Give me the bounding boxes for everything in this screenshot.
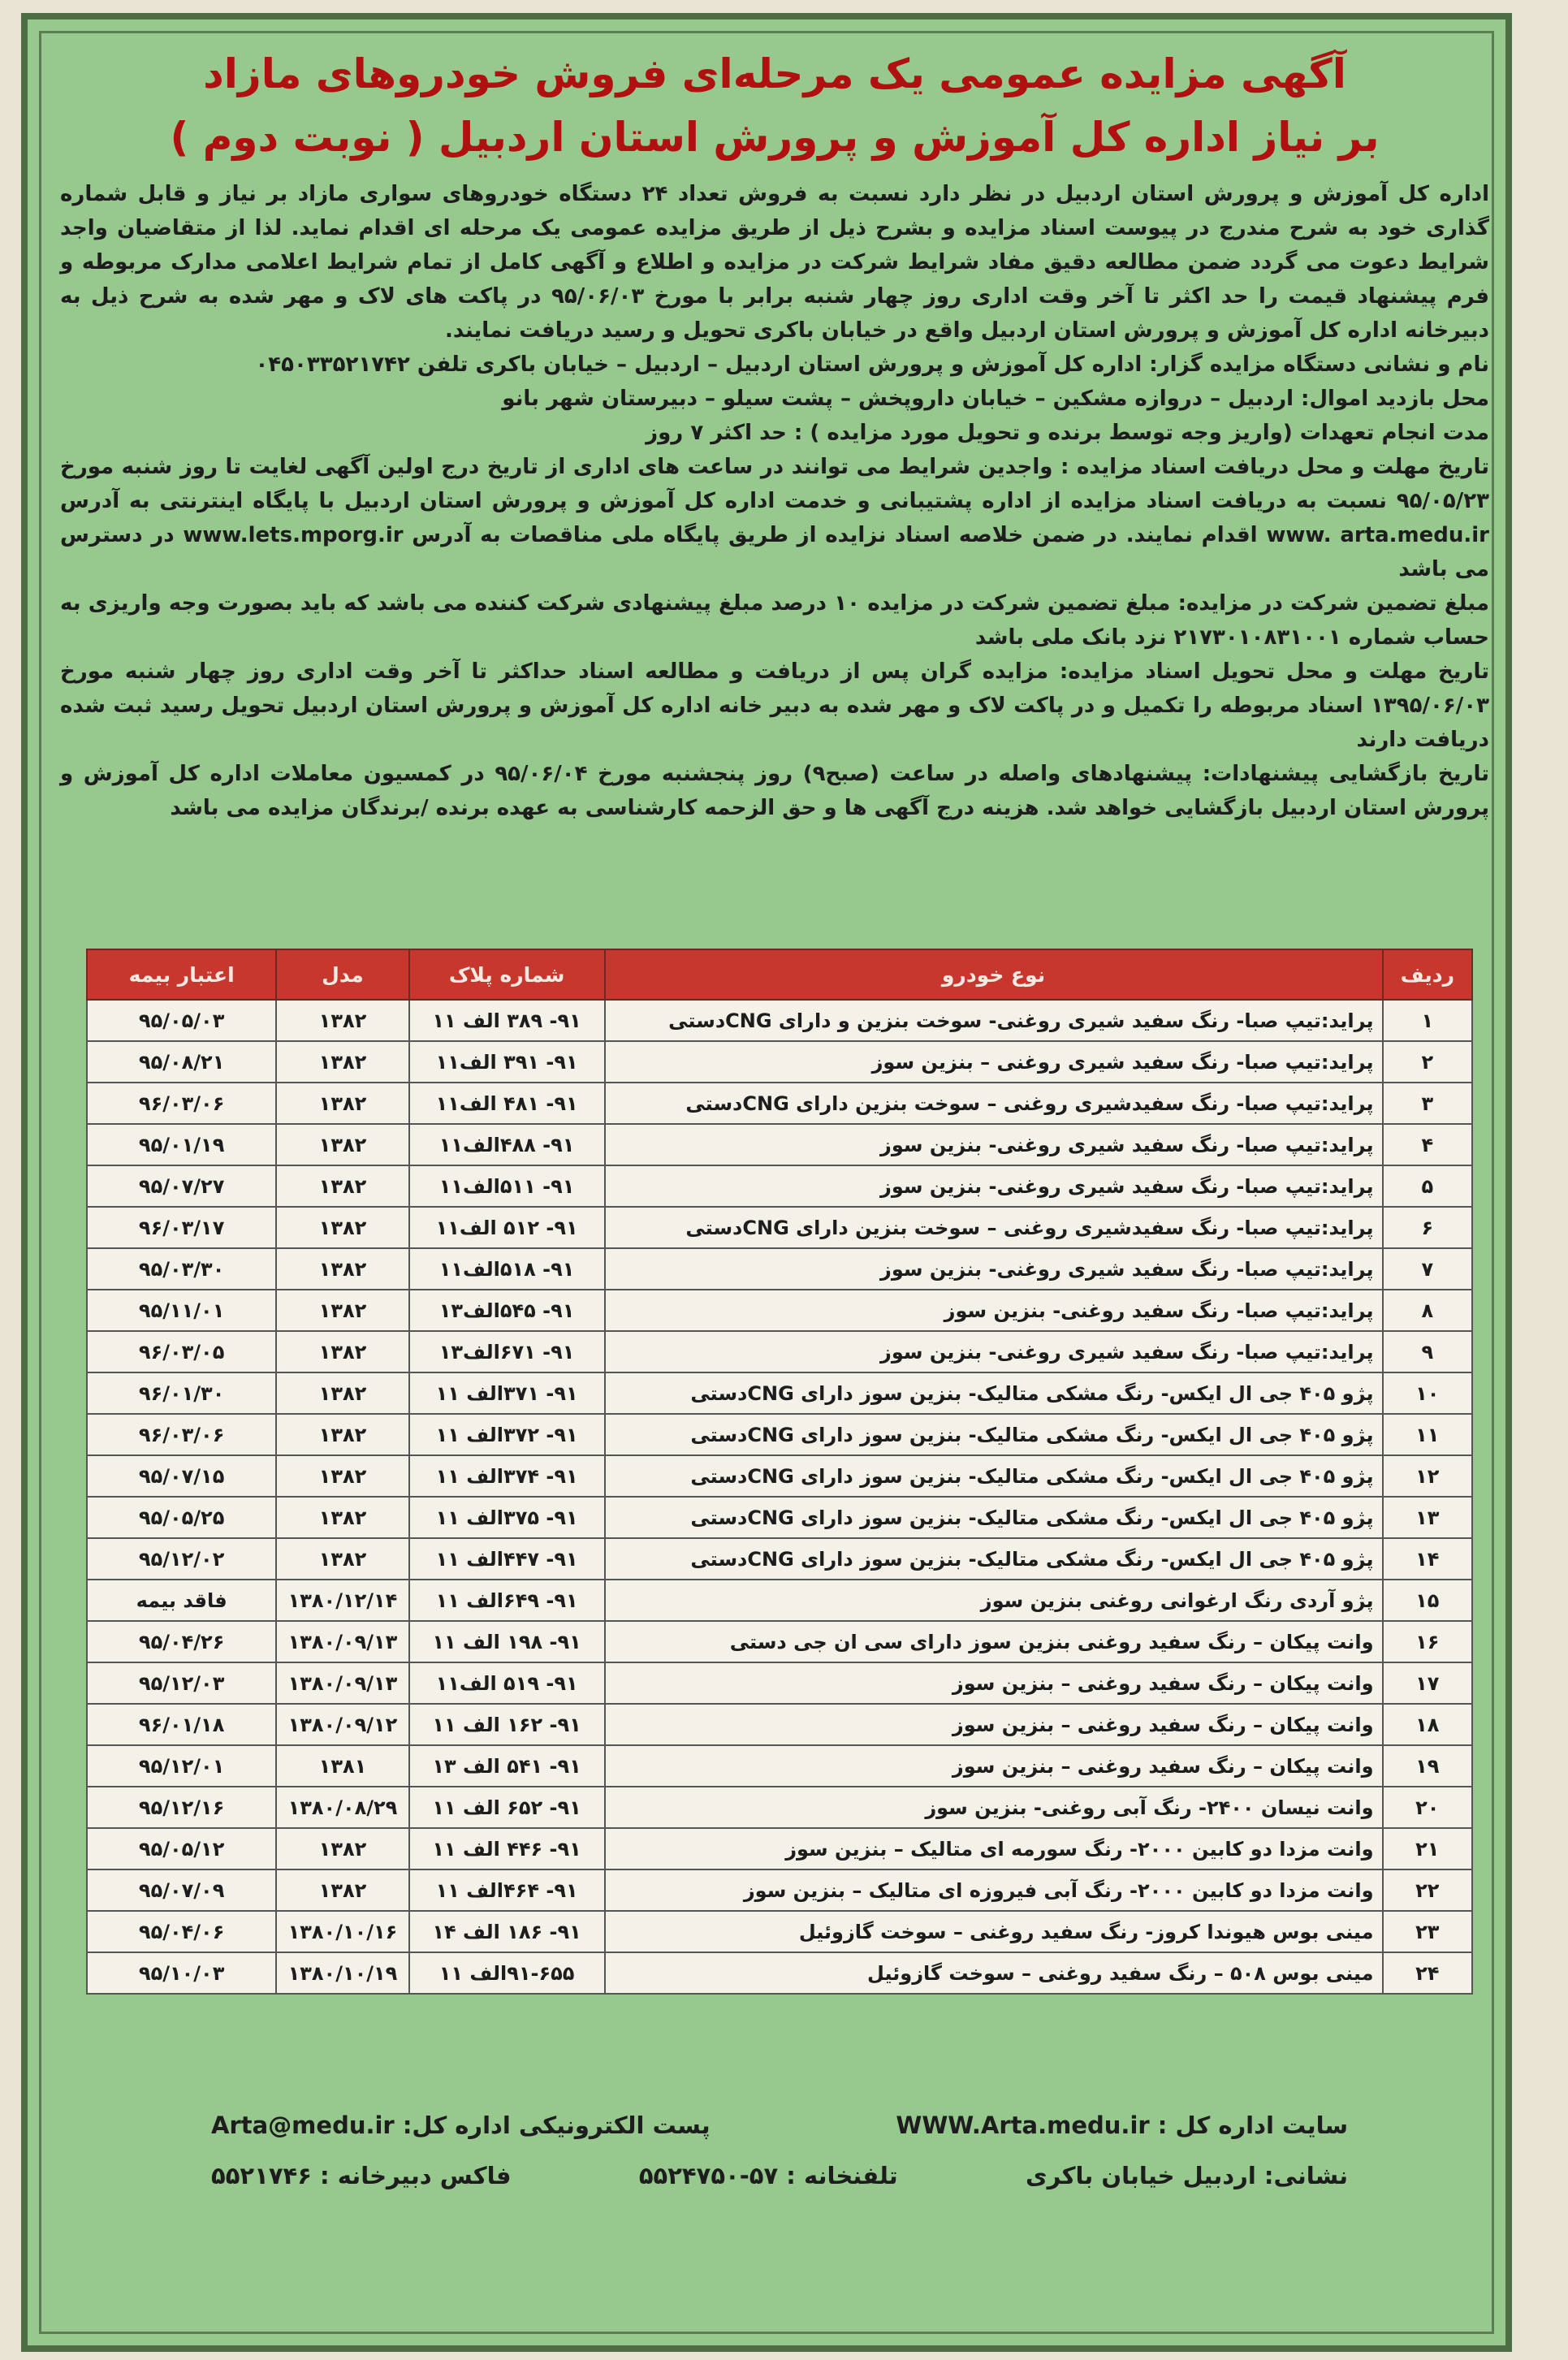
cell-model-year: ۱۳۸۲ (276, 1207, 408, 1248)
cell-model-year: ۱۳۸۰/۱۲/۱۴ (276, 1580, 408, 1621)
table-row (87, 1580, 1472, 1621)
cell-plate-number: ۹۱- ۵۴۵الف۱۳ (409, 1290, 605, 1331)
table-row (87, 1331, 1472, 1372)
cell-plate-number: ۹۱- ۶۵۲ الف ۱۱ (409, 1787, 605, 1828)
cell-vehicle-type: پراید:تیپ صبا- رنگ سفید شیری روغنی- بنزین سوز (605, 1248, 1383, 1290)
table-row (87, 1538, 1472, 1580)
cell-model-year: ۱۳۸۰/۰۸/۲۹ (276, 1787, 408, 1828)
cell-vehicle-type: پراید:تیپ صبا- رنگ سفید روغنی- بنزین سوز (605, 1290, 1383, 1331)
cell-row-number: ۲ (1383, 1041, 1472, 1083)
cell-vehicle-type: پژو ۴۰۵ جی ال ایکس- رنگ مشکی متالیک- بنزین سوز دارای CNGدستی (605, 1372, 1383, 1414)
intro-paragraph-1: اداره کل آموزش و پرورش استان اردبیل در نظر دارد نسبت به فروش تعداد ۲۴ دستگاه خودروهای سواری مازاد بر نیاز و قابل شماره گذاری خود به شرح مندرج در پیوست اسناد مزایده و بشرح ذیل از طریق مزایده عمومی یک مرحله ای اقدام نماید. لذا از متقاضیان واجد شرایط دعوت می گردد ضمن مطالعه دقیق مفاد شرایط شرکت در مزایده و اطلاع و آگهی کامل از تمام شرایط اعلامی مدارک مربوطه و فرم پیشنهاد قیمت را حد اکثر تا آخر وقت اداری روز چهار شنبه برابر با مورخ ۹۵/۰۶/۰۳ در پاکت های لاک و مهر شده به شرح ذیل به دبیرخانه اداره کل آموزش و پرورش استان اردبیل واقع در خیابان باکری تحویل و رسید دریافت نمایند. (60, 182, 1489, 343)
cell-insurance-validity: ۹۵/۰۵/۱۲ (87, 1828, 276, 1869)
cell-model-year: ۱۳۸۲ (276, 1000, 408, 1041)
cell-model-year: ۱۳۸۰/۱۰/۱۶ (276, 1911, 408, 1952)
cell-vehicle-type: پژو ۴۰۵ جی ال ایکس- رنگ مشکی متالیک- بنزین سوز دارای CNGدستی (605, 1414, 1383, 1455)
cell-model-year: ۱۳۸۲ (276, 1828, 408, 1869)
cell-model-year: ۱۳۸۰/۰۹/۱۳ (276, 1621, 408, 1662)
table-row (87, 1745, 1472, 1787)
cell-vehicle-type: وانت مزدا دو کابین ۲۰۰۰- رنگ سورمه ای متالیک – بنزین سوز (605, 1828, 1383, 1869)
cell-vehicle-type: وانت پیکان – رنگ سفید روغنی – بنزین سوز (605, 1704, 1383, 1745)
table-row (87, 1083, 1472, 1124)
table-row (87, 1041, 1472, 1083)
table-row (87, 1911, 1472, 1952)
cell-model-year: ۱۳۸۲ (276, 1290, 408, 1331)
cell-row-number: ۱۱ (1383, 1414, 1472, 1455)
cell-vehicle-type: وانت نیسان ۲۴۰۰- رنگ آبی روغنی- بنزین سوز (605, 1787, 1383, 1828)
intro-paragraph-2: نام و نشانی دستگاه مزایده گزار: اداره کل آموزش و پرورش استان اردبیل – اردبیل – خیابان باکری تلفن ۰۴۵۰۳۳۵۲۱۷۴۲ (255, 352, 1489, 377)
footer-fax: فاکس دبیرخانه : ۵۵۲۱۷۴۶ (211, 2162, 512, 2189)
cell-plate-number: ۹۱- ۵۴۱ الف ۱۳ (409, 1745, 605, 1787)
cell-row-number: ۲۴ (1383, 1952, 1472, 1994)
cell-row-number: ۱ (1383, 1000, 1472, 1041)
table-row (87, 1497, 1472, 1538)
table-header-row (87, 949, 1472, 1000)
cell-plate-number: ۹۱- ۳۷۵الف ۱۱ (409, 1497, 605, 1538)
cell-row-number: ۱۲ (1383, 1455, 1472, 1497)
cell-vehicle-type: پراید:تیپ صبا- رنگ سفید شیری روغنی- بنزین سوز (605, 1165, 1383, 1207)
cell-row-number: ۱۵ (1383, 1580, 1472, 1621)
cell-plate-number: ۹۱- ۶۷۱الف۱۳ (409, 1331, 605, 1372)
cell-insurance-validity: ۹۵/۰۷/۰۹ (87, 1869, 276, 1911)
cell-insurance-validity: ۹۵/۱۰/۰۳ (87, 1952, 276, 1994)
cell-row-number: ۱۷ (1383, 1662, 1472, 1704)
ad-content (60, 42, 1489, 825)
cell-insurance-validity: ۹۶/۰۱/۱۸ (87, 1704, 276, 1745)
cell-vehicle-type: مینی بوس هیوندا کروز- رنگ سفید روغنی – سوخت گازوئیل (605, 1911, 1383, 1952)
header-model: مدل (276, 949, 408, 1000)
footer-website: سایت اداره کل : WWW.Arta.medu.ir (896, 2111, 1348, 2139)
cell-row-number: ۱۰ (1383, 1372, 1472, 1414)
cell-model-year: ۱۳۸۲ (276, 1083, 408, 1124)
title-line-2: بر نیاز اداره کل آموزش و پرورش استان اردبیل ( نوبت دوم ) (170, 114, 1380, 161)
cell-insurance-validity: ۹۵/۱۲/۰۳ (87, 1662, 276, 1704)
table-row (87, 1621, 1472, 1662)
table-row (87, 1662, 1472, 1704)
cell-row-number: ۲۲ (1383, 1869, 1472, 1911)
intro-paragraph-5: تاریخ مهلت و محل دریافت اسناد مزایده : واجدین شرایط می توانند در ساعت های اداری از تاریخ درج اولین آگهی لغایت تا روز شنبه مورخ ۹۵/۰۵/۲۳ نسبت به دریافت اسناد مزایده از اداره پشتیبانی و خدمت اداره کل آموزش و پرورش استان اردبیل با پایگاه اینترنتی به آدرس www. arta.medu.ir اقدام نمایند. در ضمن خلاصه اسناد نزایده از طریق پایگاه ملی مناقصات به آدرس www.lets.mporg.ir در دسترس می باشد (60, 455, 1490, 581)
cell-row-number: ۹ (1383, 1331, 1472, 1372)
cell-row-number: ۱۸ (1383, 1704, 1472, 1745)
cell-plate-number: ۹۱- ۳۷۴الف ۱۱ (409, 1455, 605, 1497)
table-row (87, 1869, 1472, 1911)
cell-insurance-validity: ۹۶/۰۳/۰۶ (87, 1083, 276, 1124)
cell-vehicle-type: وانت پیکان – رنگ سفید روغنی – بنزین سوز (605, 1745, 1383, 1787)
cell-model-year: ۱۳۸۲ (276, 1124, 408, 1165)
cell-row-number: ۲۰ (1383, 1787, 1472, 1828)
cell-plate-number: ۹۱- ۳۷۱الف ۱۱ (409, 1372, 605, 1414)
intro-paragraph-3: محل بازدید اموال: اردبیل – دروازه مشکین – خیابان داروپخش – پشت سیلو – دبیرستان شهر بانو (502, 387, 1489, 411)
cell-vehicle-type: وانت پیکان – رنگ سفید روغنی – بنزین سوز (605, 1662, 1383, 1704)
cell-vehicle-type: پراید:تیپ صبا- رنگ سفید شیری روغنی- بنزین سوز (605, 1331, 1383, 1372)
cell-insurance-validity: ۹۵/۰۵/۰۳ (87, 1000, 276, 1041)
cell-row-number: ۷ (1383, 1248, 1472, 1290)
cell-vehicle-type: پژو ۴۰۵ جی ال ایکس- رنگ مشکی متالیک- بنزین سوز دارای CNGدستی (605, 1497, 1383, 1538)
table-row (87, 1165, 1472, 1207)
table-row (87, 1414, 1472, 1455)
cell-plate-number: ۹۱- ۳۸۹ الف ۱۱ (409, 1000, 605, 1041)
footer-phone: تلفنخانه : ۵۷-۵۵۲۴۷۵۰ (638, 2162, 898, 2189)
cell-row-number: ۱۳ (1383, 1497, 1472, 1538)
cell-insurance-validity: ۹۶/۰۳/۰۵ (87, 1331, 276, 1372)
cell-vehicle-type: وانت مزدا دو کابین ۲۰۰۰- رنگ آبی فیروزه ای متالیک – بنزین سوز (605, 1869, 1383, 1911)
cell-insurance-validity: ۹۵/۰۷/۲۷ (87, 1165, 276, 1207)
footer-address: نشانی: اردبیل خیابان باکری (1026, 2162, 1348, 2189)
cell-model-year: ۱۳۸۲ (276, 1455, 408, 1497)
cell-row-number: ۱۶ (1383, 1621, 1472, 1662)
cell-model-year: ۱۳۸۲ (276, 1041, 408, 1083)
cell-model-year: ۱۳۸۲ (276, 1372, 408, 1414)
cell-insurance-validity: ۹۵/۰۴/۲۶ (87, 1621, 276, 1662)
cell-model-year: ۱۳۸۲ (276, 1248, 408, 1290)
cell-model-year: ۱۳۸۰/۰۹/۱۲ (276, 1704, 408, 1745)
cell-model-year: ۱۳۸۲ (276, 1497, 408, 1538)
cell-model-year: ۱۳۸۲ (276, 1331, 408, 1372)
cell-model-year: ۱۳۸۰/۱۰/۱۹ (276, 1952, 408, 1994)
table-row (87, 1000, 1472, 1041)
table-row (87, 1704, 1472, 1745)
cell-vehicle-type: پراید:تیپ صبا- رنگ سفیدشیری روغنی – سوخت بنزین دارای CNGدستی (605, 1083, 1383, 1124)
table-row (87, 1455, 1472, 1497)
cell-vehicle-type: پژو ۴۰۵ جی ال ایکس- رنگ مشکی متالیک- بنزین سوز دارای CNGدستی (605, 1538, 1383, 1580)
cell-plate-number: ۹۱- ۱۸۶ الف ۱۴ (409, 1911, 605, 1952)
cell-model-year: ۱۳۸۲ (276, 1414, 408, 1455)
cell-plate-number: ۹۱- ۶۴۹الف ۱۱ (409, 1580, 605, 1621)
intro-paragraph-8: تاریخ بازگشایی پیشنهادات: پیشنهادهای واصله در ساعت (صبح۹) روز پنجشنبه مورخ ۹۵/۰۶/۰۴ در کمسیون معاملات اداره کل آموزش و پرورش استان اردبیل بازگشایی خواهد شد. هزینه درج آگهی ها و حق الزحمه کارشناسی به عهده برنده /برندگان مزایده می باشد (60, 762, 1490, 820)
cell-row-number: ۲۳ (1383, 1911, 1472, 1952)
cell-insurance-validity: ۹۵/۰۱/۱۹ (87, 1124, 276, 1165)
cell-model-year: ۱۳۸۲ (276, 1538, 408, 1580)
cell-plate-number: ۹۱- ۵۱۲ الف۱۱ (409, 1207, 605, 1248)
cell-row-number: ۴ (1383, 1124, 1472, 1165)
footer (211, 2111, 1348, 2212)
table-row (87, 1124, 1472, 1165)
cell-model-year: ۱۳۸۲ (276, 1869, 408, 1911)
cell-row-number: ۵ (1383, 1165, 1472, 1207)
footer-email: پست الکترونیکی اداره کل: Arta@medu.ir (211, 2111, 711, 2139)
cell-insurance-validity: ۹۵/۰۳/۳۰ (87, 1248, 276, 1290)
cell-plate-number: ۹۱- ۳۷۲الف ۱۱ (409, 1414, 605, 1455)
intro-text (60, 177, 1489, 825)
intro-paragraph-4: مدت انجام تعهدات (واریز وجه توسط برنده و تحویل مورد مزایده ) : حد اکثر ۷ روز (646, 421, 1489, 445)
cell-row-number: ۶ (1383, 1207, 1472, 1248)
cell-plate-number: ۹۱- ۴۴۶ الف ۱۱ (409, 1828, 605, 1869)
cell-insurance-validity: ۹۶/۰۱/۳۰ (87, 1372, 276, 1414)
cell-insurance-validity: ۹۵/۱۲/۱۶ (87, 1787, 276, 1828)
cell-insurance-validity: ۹۵/۱۲/۰۱ (87, 1745, 276, 1787)
cell-vehicle-type: مینی بوس ۵۰۸ – رنگ سفید روغنی – سوخت گازوئیل (605, 1952, 1383, 1994)
cell-row-number: ۳ (1383, 1083, 1472, 1124)
cell-insurance-validity: ۹۶/۰۳/۰۶ (87, 1414, 276, 1455)
cell-model-year: ۱۳۸۲ (276, 1165, 408, 1207)
cell-plate-number: ۹۱- ۴۸۱ الف۱۱ (409, 1083, 605, 1124)
cell-insurance-validity: ۹۵/۰۷/۱۵ (87, 1455, 276, 1497)
intro-paragraph-7: تاریخ مهلت و محل تحویل اسناد مزایده: مزایده گران پس از دریافت و مطالعه اسناد حداکثر تا آخر وقت اداری روز چهار شنبه مورخ ۱۳۹۵/۰۶/۰۳ اسناد مربوطه را تکمیل و در پاکت لاک و مهر شده به دبیر خانه اداره کل آموزش و پرورش استان اردبیل تحویل رسید ثبت شده دریافت دارند (60, 659, 1489, 752)
cell-plate-number: ۹۱- ۵۱۱الف۱۱ (409, 1165, 605, 1207)
cell-plate-number: ۹۱- ۳۹۱ الف۱۱ (409, 1041, 605, 1083)
title-line-1: آگهی مزایده عمومی یک مرحله‌ای فروش خودروهای مازاد (203, 50, 1346, 97)
cell-vehicle-type: پراید:تیپ صبا- رنگ سفید شیری روغنی- بنزین سوز (605, 1124, 1383, 1165)
cell-plate-number: ۹۱- ۱۶۲ الف ۱۱ (409, 1704, 605, 1745)
intro-paragraph-6: مبلغ تضمین شرکت در مزایده: مبلغ تضمین شرکت در مزایده ۱۰ درصد مبلغ پیشنهادی شرکت کننده می باشد که باید بصورت وجه واریزی به حساب شماره ۲۱۷۳۰۱۰۸۳۱۰۰۱ نزد بانک ملی باشد (60, 591, 1489, 650)
table-row (87, 1207, 1472, 1248)
cell-insurance-validity: ۹۵/۱۲/۰۲ (87, 1538, 276, 1580)
vehicles-table (86, 949, 1473, 1995)
cell-vehicle-type: پراید:تیپ صبا- رنگ سفید شیری روغنی- سوخت بنزین و دارای CNGدستی (605, 1000, 1383, 1041)
cell-insurance-validity: ۹۵/۰۴/۰۶ (87, 1911, 276, 1952)
table-row (87, 1828, 1472, 1869)
cell-vehicle-type: پراید:تیپ صبا- رنگ سفید شیری روغنی – بنزین سوز (605, 1041, 1383, 1083)
cell-model-year: ۱۳۸۰/۰۹/۱۳ (276, 1662, 408, 1704)
table-row (87, 1787, 1472, 1828)
header-vehicle-type: نوع خودرو (605, 949, 1383, 1000)
cell-plate-number: ۹۱-۶۵۵الف ۱۱ (409, 1952, 605, 1994)
cell-vehicle-type: پژو ۴۰۵ جی ال ایکس- رنگ مشکی متالیک- بنزین سوز دارای CNGدستی (605, 1455, 1383, 1497)
cell-plate-number: ۹۱- ۴۴۷الف ۱۱ (409, 1538, 605, 1580)
cell-row-number: ۸ (1383, 1290, 1472, 1331)
cell-plate-number: ۹۱- ۴۶۴الف ۱۱ (409, 1869, 605, 1911)
cell-insurance-validity: ۹۵/۰۸/۲۱ (87, 1041, 276, 1083)
cell-row-number: ۲۱ (1383, 1828, 1472, 1869)
header-row-number: ردیف (1383, 949, 1472, 1000)
cell-insurance-validity: ۹۵/۰۵/۲۵ (87, 1497, 276, 1538)
cell-row-number: ۱۴ (1383, 1538, 1472, 1580)
cell-plate-number: ۹۱- ۵۱۸الف۱۱ (409, 1248, 605, 1290)
header-insurance: اعتبار بیمه (87, 949, 276, 1000)
cell-insurance-validity: فاقد بیمه (87, 1580, 276, 1621)
cell-model-year: ۱۳۸۱ (276, 1745, 408, 1787)
cell-vehicle-type: پراید:تیپ صبا- رنگ سفیدشیری روغنی – سوخت بنزین دارای CNGدستی (605, 1207, 1383, 1248)
cell-vehicle-type: پژو آردی رنگ ارغوانی روغنی بنزین سوز (605, 1580, 1383, 1621)
table-row (87, 1290, 1472, 1331)
table-body (87, 1000, 1472, 1994)
table-row (87, 1248, 1472, 1290)
cell-plate-number: ۹۱- ۴۸۸الف۱۱ (409, 1124, 605, 1165)
header-plate: شماره پلاک (409, 949, 605, 1000)
table-row (87, 1372, 1472, 1414)
cell-row-number: ۱۹ (1383, 1745, 1472, 1787)
table-row (87, 1952, 1472, 1994)
cell-plate-number: ۹۱- ۵۱۹ الف۱۱ (409, 1662, 605, 1704)
cell-plate-number: ۹۱- ۱۹۸ الف ۱۱ (409, 1621, 605, 1662)
cell-insurance-validity: ۹۵/۱۱/۰۱ (87, 1290, 276, 1331)
cell-vehicle-type: وانت پیکان – رنگ سفید روغنی بنزین سوز دارای سی ان جی دستی (605, 1621, 1383, 1662)
cell-insurance-validity: ۹۶/۰۳/۱۷ (87, 1207, 276, 1248)
